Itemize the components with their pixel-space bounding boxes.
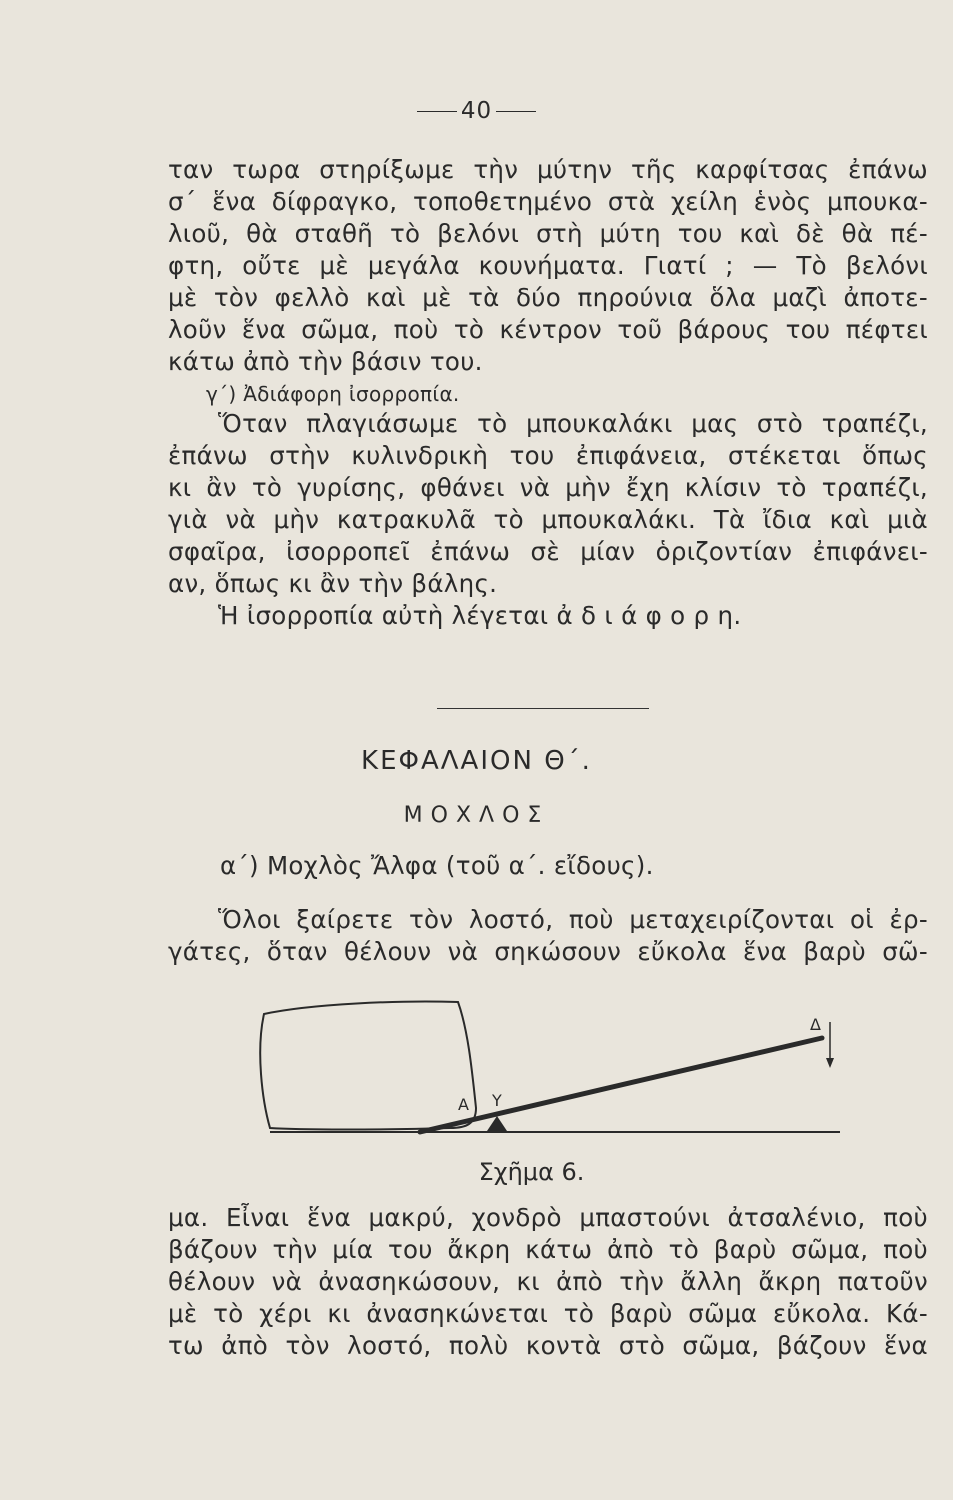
text-line: σφαῖρα, ἰσορροπεῖ ἐπάνω σὲ μίαν ὁριζοντίαν ἐπιφάνει- bbox=[168, 537, 928, 566]
text-line: μα. Εἶναι ἕνα μακρύ, χονδρὸ μπαστούνι ἀτσαλένιο, ποὺ bbox=[168, 1203, 928, 1232]
lever-bar bbox=[420, 1038, 822, 1132]
label-y: Υ bbox=[492, 1091, 502, 1110]
paragraph-3 bbox=[168, 904, 928, 968]
text-line: γιὰ νὰ μὴν κατρακυλᾶ τὸ μπουκαλάκι. Τὰ ἴδια καὶ μιὰ bbox=[168, 505, 928, 534]
heavy-rock bbox=[260, 1002, 476, 1130]
text-line: Ὅταν πλαγιάσωμε τὸ μπουκαλάκι μας στὸ τραπέζι, bbox=[218, 409, 928, 438]
text-line: θέλουν νὰ ἀνασηκώσουν, κι ἀπὸ τὴν ἄλλη ἄκρη πατοῦν bbox=[168, 1267, 928, 1296]
paragraph-2 bbox=[168, 408, 928, 632]
text-line: μὲ τὸ χέρι κι ἀνασηκώνεται τὸ βαρὺ σῶμα εὔκολα. Κά- bbox=[168, 1299, 928, 1328]
label-a: Α bbox=[458, 1095, 469, 1114]
figure-caption: Σχῆμα 6. bbox=[478, 1158, 585, 1186]
text-line: αν, ὅπως κι ἂν τὴν βάλης. bbox=[168, 569, 498, 598]
text-line: γάτες, ὅταν θέλουν νὰ σηκώσουν εὔκολα ἕνα βαρὺ σῶ- bbox=[168, 937, 928, 966]
dash-right bbox=[496, 111, 536, 112]
subheading-lever-a: α΄) Μοχλὸς Ἄλφα (τοῦ α΄. εἴδους). bbox=[220, 851, 654, 880]
paragraph-4 bbox=[168, 1202, 928, 1362]
text-line: λιοῦ, θὰ σταθῆ τὸ βελόνι στὴ μύτη του καὶ δὲ θὰ πέ- bbox=[168, 219, 928, 248]
text-line: φτη, οὔτε μὲ μεγάλα κουνήματα. Γιατί ; — Τὸ βελόνι bbox=[168, 251, 928, 280]
paragraph-1 bbox=[168, 154, 928, 410]
text-line: κι ἂν τὸ γυρίσης, φθάνει νὰ μὴν ἔχη κλίσιν τὸ τραπέζι, bbox=[168, 473, 928, 502]
section-divider bbox=[437, 708, 649, 709]
text-line: κάτω ἀπὸ τὴν βάσιν του. bbox=[168, 347, 483, 376]
lever-figure bbox=[240, 990, 880, 1150]
text-line: μὲ τὸν φελλὸ καὶ μὲ τὰ δύο πηρούνια ὅλα μαζὶ ἀποτε- bbox=[168, 283, 928, 312]
text-line: λοῦν ἕνα σῶμα, ποὺ τὸ κέντρον τοῦ βάρους του πέφτει bbox=[168, 315, 928, 344]
definition-line: Ἡ ἰσορροπία αὐτὴ λέγεται ἀ δ ι ά φ ο ρ η. bbox=[218, 601, 742, 630]
text-line: σ΄ ἕνα δίφραγκο, τοποθετημένο στὰ χείλη ἑνὸς μπουκα- bbox=[168, 187, 928, 216]
text-line: τω ἀπὸ τὸν λοστό, πολὺ κοντὰ στὸ σῶμα, βάζουν ἕνα bbox=[168, 1331, 928, 1360]
page-number-line bbox=[0, 98, 953, 124]
text-line: Ὅλοι ξαίρετε τὸν λοστό, ποὺ μεταχειρίζονται οἱ ἐρ- bbox=[218, 905, 928, 934]
subheading-lever-a-block bbox=[168, 850, 928, 882]
text-line: ταν τωρα στηρίξωμε τὴν μύτην τῆς καρφίτσας ἐπάνω bbox=[168, 155, 928, 184]
section-title: ΜΟΧΛΟΣ bbox=[403, 803, 550, 828]
dash-left bbox=[417, 111, 457, 112]
subheading-indifferent-equilibrium: γ΄) Ἀδιάφορη ἰσορροπία. bbox=[206, 382, 460, 406]
force-arrow-head bbox=[826, 1058, 834, 1068]
page-number: 40 bbox=[460, 98, 493, 124]
chapter-title: ΚΕΦΑΛΑΙΟΝ Θ΄. bbox=[361, 746, 592, 776]
label-d: Δ bbox=[810, 1015, 821, 1034]
fulcrum bbox=[487, 1116, 507, 1131]
text-line: ἐπάνω στὴν κυλινδρικὴ του ἐπιφάνεια, στέκεται ὅπως bbox=[168, 441, 928, 470]
text-line: βάζουν τὴν μία του ἄκρη κάτω ἀπὸ τὸ βαρὺ σῶμα, ποὺ bbox=[168, 1235, 928, 1264]
